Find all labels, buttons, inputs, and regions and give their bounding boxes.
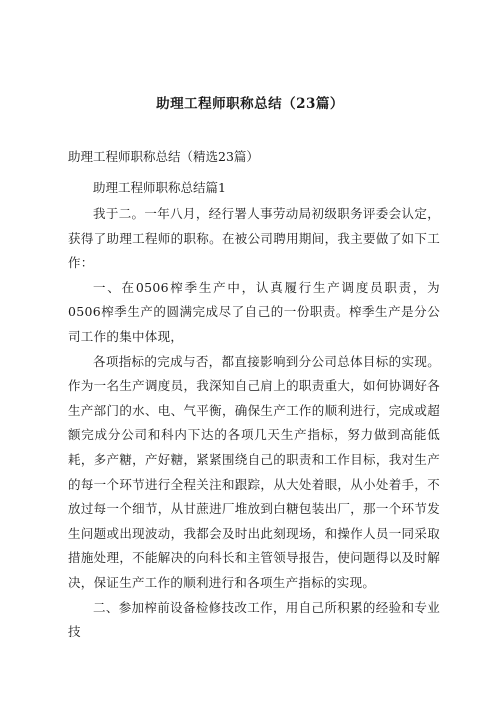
paragraph-1: 我于二。一年八月，经行署人事劳动局初级职务评委会认定，获得了助理工程师的职称。在被公司聘用期间，我主要做了如下工作： xyxy=(68,206,440,271)
section-heading: 助理工程师职称总结篇1 xyxy=(93,180,226,195)
document-subtitle: 助理工程师职称总结（精选23篇） xyxy=(68,149,259,164)
paragraph-2: 一、在0506榨季生产中，认真履行生产调度员职责，为0506榨季生产的圆满完成尽了自己的一份职责。榨季生产是分公司工作的集中体现， xyxy=(68,279,440,344)
document-title: 助理工程师职称总结（23篇） xyxy=(156,96,344,112)
paragraph-4: 二、参加榨前设备检修技改工作，用自己所积累的经验和专业技 xyxy=(68,599,440,640)
paragraph-3: 各项指标的完成与否，都直接影响到分公司总体目标的实现。作为一名生产调度员，我深知自己肩上的职责重大，如何协调好各生产部门的水、电、气平衡，确保生产工作的顺利进行，完成或超额完成分公司和科内下达的各项几天生产指标，努力做到高能低耗，多产糖，产好糖，紧紧围绕自己的职责和工作目标，我对生产的每一个环节进行全程关注和跟踪，从大处着眼，从小处着手，不放过每一个细节，从甘蔗进厂堆放到白糖包装出厂，那一个环节发生问题或出现波动，我都会及时出此刻现场，和操作人员一同采取措施处理，不能解决的向科长和主管领导报告，使问题得以及时解决，保证生产工作的顺利进行和各项生产指标的实现。 xyxy=(68,353,440,590)
body-text xyxy=(68,202,440,645)
